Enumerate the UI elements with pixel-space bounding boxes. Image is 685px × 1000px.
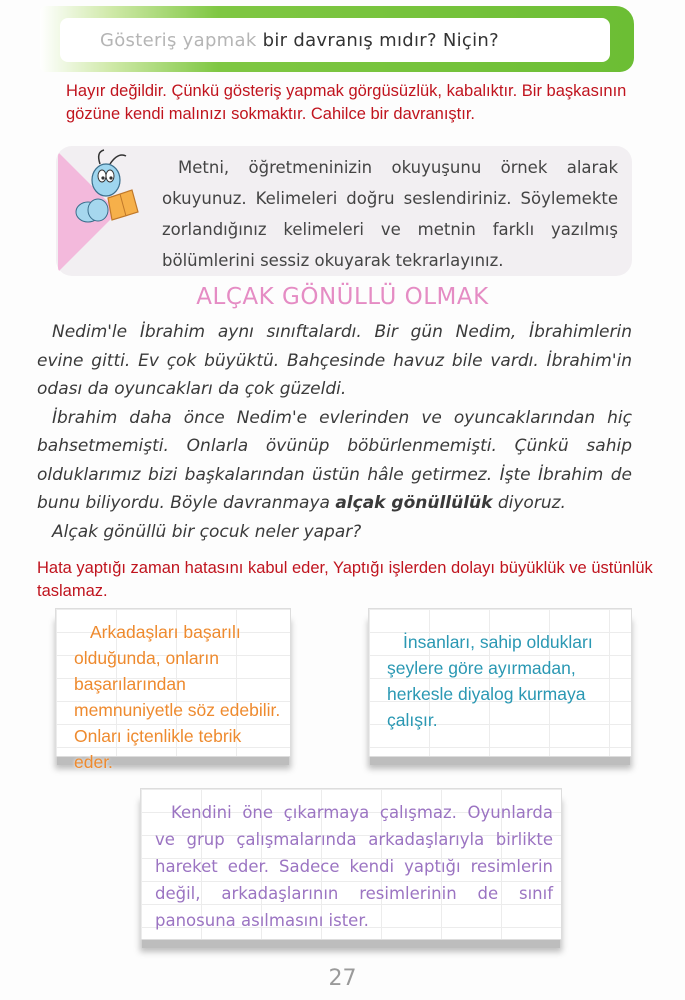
story-paragraph-2-start: İbrahim daha önce Nedim'e evlerinden ve oyuncaklarından hiç bahsetmemişti. Onlarla övünüp böbürlenmemişti. Çünkü sahip olduklarımız bizi başkalarından üstün hâle getirmez. İşte İbrahim de bunu biliyordu. Böyle davranmaya — [37, 407, 632, 513]
card-2-text — [387, 629, 623, 733]
question-faded-prefix: Gösteriş yapmak — [100, 30, 257, 51]
card-1 — [55, 608, 291, 772]
story-keyword: alçak gönüllülük — [335, 493, 493, 513]
card-3-text — [155, 799, 553, 934]
question-text — [100, 30, 499, 51]
story-paragraph-2-end: diyoruz. — [497, 493, 566, 513]
answer-1: Hayır değildir. Çünkü gösteriş yapmak görgüsüzlük, kabalıktır. Bir başkasının gözüne kendi malınızı sokmaktır. Cahilce bir davranıştır. — [66, 82, 627, 123]
question-main: bir davranış mıdır? Niçin? — [262, 30, 499, 51]
story-body — [37, 318, 632, 546]
card-2 — [368, 608, 632, 757]
story-question: Alçak gönüllü bir çocuk neler yapar? — [52, 521, 362, 542]
story-paragraph-1: Nedim'le İbrahim aynı sınıftalardı. Bir gün Nedim, İbrahimlerin evine gitti. Ev çok büyüktü. Bahçesinde havuz bile vardı. İbrahim'in odası da oyuncakları da çok güzeldi. — [37, 322, 632, 399]
answer-2: Hata yaptığı zaman hatasını kabul eder, Yaptığı işlerden dolayı büyüklük ve üstünlük taslamaz. — [37, 559, 653, 600]
page-number: 27 — [328, 966, 357, 991]
story-title: ALÇAK GÖNÜLLÜ OLMAK — [196, 284, 489, 310]
card-1-content: Arkadaşları başarılı olduğunda, onların başarılarından memnuniyetle söz edebilir. Onları içtenlikle tebrik eder. — [74, 622, 281, 772]
instruction-text-content: Metni, öğretmeninizin okuyuşunu örnek alarak okuyunuz. Kelimeleri doğru seslendiriniz. Söylemekte zorlandığınız kelimeleri ve metnin farklı yazılmış bölümlerini sessiz okuyarak tekrarlayınız. — [162, 158, 618, 270]
story-paragraph-2 — [37, 404, 632, 518]
instruction-text — [162, 152, 618, 276]
reading-bug-icon — [60, 146, 160, 246]
card-3-content: Kendini öne çıkarmaya çalışmaz. Oyunlarda ve grup çalışmalarında arkadaşlarıyla birlikte hareket eder. Sadece kendi yaptığı resimlerin değil, arkadaşlarının resimlerinin de sınıf panosuna asılmasını ister. — [155, 803, 553, 930]
card-2-content: İnsanları, sahip oldukları şeylere göre ayırmadan, herkesle diyalog kurmaya çalışır. — [387, 632, 593, 730]
card-1-text — [74, 619, 284, 775]
card-3 — [140, 788, 562, 940]
